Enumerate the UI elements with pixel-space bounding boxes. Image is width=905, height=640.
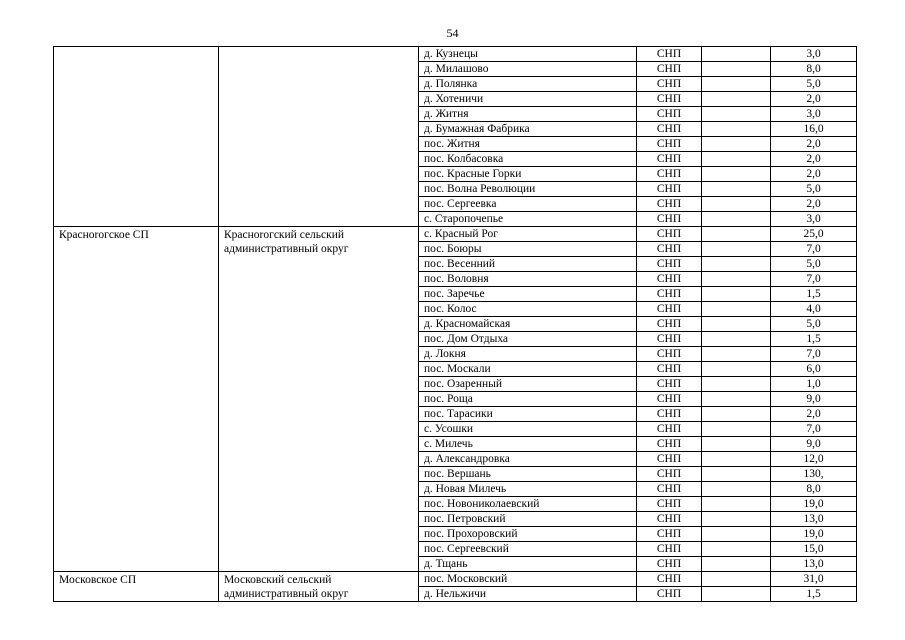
type-cell: СНП [637,467,702,482]
empty-cell [702,542,771,557]
type-cell: СНП [637,242,702,257]
settlement-cell: пос. Житня [419,137,637,152]
value-cell: 3,0 [771,47,857,62]
empty-cell [702,182,771,197]
settlement-cell: д. Красномайская [419,317,637,332]
value-cell: 6,0 [771,362,857,377]
type-cell: СНП [637,137,702,152]
type-cell: СНП [637,107,702,122]
type-cell: СНП [637,197,702,212]
empty-cell [702,152,771,167]
type-cell: СНП [637,437,702,452]
value-cell: 7,0 [771,242,857,257]
type-cell: СНП [637,47,702,62]
empty-cell [702,332,771,347]
value-cell: 2,0 [771,167,857,182]
value-cell: 8,0 [771,62,857,77]
settlement-cell: д. Кузнецы [419,47,637,62]
district-cell [219,47,419,227]
settlement-cell: пос. Московский [419,572,637,587]
value-cell: 5,0 [771,77,857,92]
type-cell: СНП [637,227,702,242]
settlement-cell: пос. Колбасовка [419,152,637,167]
empty-cell [702,197,771,212]
district-cell: Красноrогский сельский административный округ [219,227,419,572]
empty-cell [702,527,771,542]
empty-cell [702,497,771,512]
settlement-cell: пос. Новониколаевский [419,497,637,512]
settlement-cell: пос. Весенний [419,257,637,272]
empty-cell [702,137,771,152]
value-cell: 31,0 [771,572,857,587]
empty-cell [702,107,771,122]
empty-cell [702,77,771,92]
settlement-cell: пос. Дом Отдыха [419,332,637,347]
settlement-cell: д. Александровка [419,452,637,467]
type-cell: СНП [637,512,702,527]
settlement-cell: пос. Петровский [419,512,637,527]
settlement-cell: пос. Тарасики [419,407,637,422]
empty-cell [702,257,771,272]
value-cell: 2,0 [771,407,857,422]
type-cell: СНП [637,212,702,227]
value-cell: 1,5 [771,332,857,347]
empty-cell [702,452,771,467]
type-cell: СНП [637,332,702,347]
value-cell: 5,0 [771,257,857,272]
value-cell: 7,0 [771,347,857,362]
value-cell: 2,0 [771,152,857,167]
empty-cell [702,62,771,77]
type-cell: СНП [637,62,702,77]
settlement-cell: д. Новая Милечь [419,482,637,497]
type-cell: СНП [637,527,702,542]
settlement-cell: пос. Воловня [419,272,637,287]
settlement-cell: д. Полянка [419,77,637,92]
settlement-cell: пос. Озаренный [419,377,637,392]
settlement-cell: пос. Прохоровский [419,527,637,542]
empty-cell [702,242,771,257]
type-cell: СНП [637,362,702,377]
empty-cell [702,92,771,107]
empty-cell [702,572,771,587]
empty-cell [702,407,771,422]
empty-cell [702,287,771,302]
type-cell: СНП [637,542,702,557]
type-cell: СНП [637,152,702,167]
value-cell: 2,0 [771,92,857,107]
value-cell: 3,0 [771,212,857,227]
value-cell: 15,0 [771,542,857,557]
table-body [54,47,857,602]
page-number: 54 [446,26,459,40]
value-cell: 12,0 [771,452,857,467]
value-cell: 9,0 [771,392,857,407]
value-cell: 5,0 [771,182,857,197]
empty-cell [702,212,771,227]
municipality-cell [54,47,219,227]
value-cell: 7,0 [771,272,857,287]
value-cell: 1,5 [771,287,857,302]
settlement-cell: пос. Колос [419,302,637,317]
empty-cell [702,47,771,62]
settlement-cell: д. Локня [419,347,637,362]
municipality-cell: Красноrогское СП [54,227,219,572]
value-cell: 2,0 [771,137,857,152]
type-cell: СНП [637,122,702,137]
empty-cell [702,122,771,137]
type-cell: СНП [637,347,702,362]
type-cell: СНП [637,182,702,197]
type-cell: СНП [637,287,702,302]
type-cell: СНП [637,317,702,332]
empty-cell [702,467,771,482]
empty-cell [702,272,771,287]
settlement-cell: д. Бумажная Фабрика [419,122,637,137]
empty-cell [702,377,771,392]
empty-cell [702,437,771,452]
value-cell: 8,0 [771,482,857,497]
settlement-cell: пос. Сергеевский [419,542,637,557]
district-cell: Московский сельский административный округ [219,572,419,602]
value-cell: 16,0 [771,122,857,137]
value-cell: 2,0 [771,197,857,212]
value-cell: 5,0 [771,317,857,332]
settlement-cell: с. Красный Рог [419,227,637,242]
type-cell: СНП [637,92,702,107]
empty-cell [702,587,771,602]
empty-cell [702,557,771,572]
empty-cell [702,347,771,362]
value-cell: 3,0 [771,107,857,122]
type-cell: СНП [637,452,702,467]
type-cell: СНП [637,392,702,407]
settlement-cell: пос. Роща [419,392,637,407]
settlement-cell: с. Усошки [419,422,637,437]
settlements-table [53,46,857,602]
value-cell: 1,0 [771,377,857,392]
type-cell: СНП [637,497,702,512]
settlement-cell: с. Старопочепье [419,212,637,227]
settlement-cell: пос. Заречье [419,287,637,302]
settlement-cell: д. Житня [419,107,637,122]
table-row [54,227,857,242]
type-cell: СНП [637,482,702,497]
value-cell: 25,0 [771,227,857,242]
empty-cell [702,167,771,182]
value-cell: 1,5 [771,587,857,602]
value-cell: 19,0 [771,527,857,542]
value-cell: 13,0 [771,557,857,572]
empty-cell [702,317,771,332]
empty-cell [702,362,771,377]
value-cell: 19,0 [771,497,857,512]
settlement-cell: пос. Боюры [419,242,637,257]
settlement-cell: пос. Москали [419,362,637,377]
settlement-cell: д. Милашово [419,62,637,77]
empty-cell [702,422,771,437]
type-cell: СНП [637,77,702,92]
value-cell: 7,0 [771,422,857,437]
empty-cell [702,302,771,317]
settlement-cell: д. Нельжичи [419,587,637,602]
settlement-cell: пос. Сергеевка [419,197,637,212]
settlement-cell: пос. Вершань [419,467,637,482]
type-cell: СНП [637,302,702,317]
settlement-cell: д. Тщань [419,557,637,572]
settlement-cell: пос. Красные Горки [419,167,637,182]
empty-cell [702,482,771,497]
settlement-cell: пос. Волна Революции [419,182,637,197]
value-cell: 9,0 [771,437,857,452]
table-row [54,572,857,587]
type-cell: СНП [637,377,702,392]
empty-cell [702,227,771,242]
settlement-cell: с. Милечь [419,437,637,452]
type-cell: СНП [637,557,702,572]
type-cell: СНП [637,407,702,422]
settlement-cell: д. Хотеничи [419,92,637,107]
empty-cell [702,512,771,527]
table-row [54,47,857,62]
value-cell: 130, [771,467,857,482]
type-cell: СНП [637,167,702,182]
value-cell: 4,0 [771,302,857,317]
type-cell: СНП [637,572,702,587]
type-cell: СНП [637,257,702,272]
value-cell: 13,0 [771,512,857,527]
municipality-cell: Московское СП [54,572,219,602]
type-cell: СНП [637,272,702,287]
empty-cell [702,392,771,407]
type-cell: СНП [637,422,702,437]
type-cell: СНП [637,587,702,602]
